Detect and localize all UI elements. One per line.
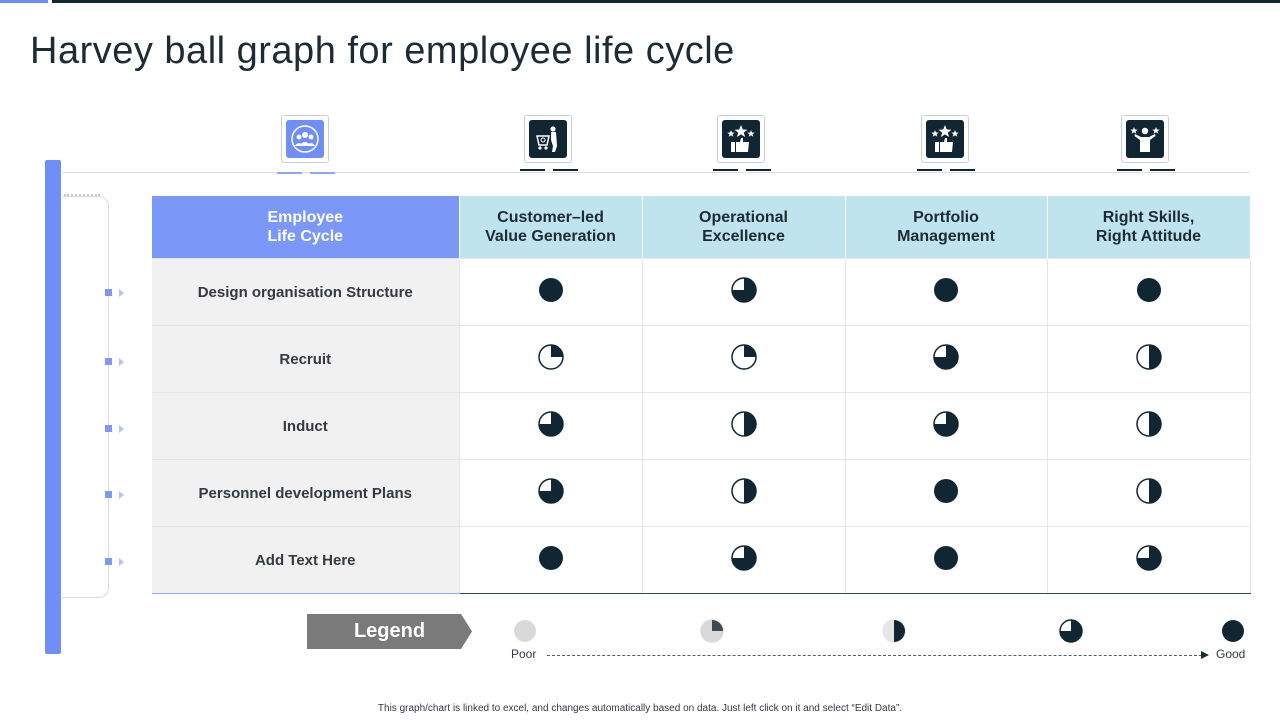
left-accent-bar — [45, 160, 61, 654]
harvey-ball — [731, 344, 757, 370]
person-stars-icon — [1121, 115, 1169, 163]
row-label: Design organisation Structure — [152, 259, 459, 326]
column-header-line-1: Portfolio — [913, 209, 979, 226]
legend-ball — [700, 619, 724, 648]
corner-header-line-2: Life Cycle — [267, 228, 344, 245]
legend-ball — [513, 619, 537, 648]
table-cell — [845, 460, 1047, 527]
harvey-ball — [1136, 545, 1162, 571]
column-header-line-1: Right Skills, — [1102, 209, 1195, 226]
table-cell — [642, 460, 845, 527]
harvey-ball — [1136, 277, 1162, 303]
row-label: Add Text Here — [152, 527, 459, 594]
stars-thumbs-up-icon — [717, 115, 765, 163]
table-cell — [845, 527, 1047, 594]
top-divider-bar — [52, 0, 1280, 3]
icon-underline — [917, 169, 942, 171]
harvey-ball — [1136, 344, 1162, 370]
harvey-ball — [933, 344, 959, 370]
table-cell — [642, 393, 845, 460]
table-cell — [459, 527, 642, 594]
table-cell — [1047, 326, 1250, 393]
stars-thumbs-up-icon — [921, 115, 969, 163]
legend-label: Legend — [353, 620, 426, 642]
harvey-ball — [1136, 411, 1162, 437]
column-header — [1047, 196, 1250, 259]
legend-tag — [307, 614, 472, 649]
legend-good-label: Good — [1216, 647, 1246, 661]
row-marker — [105, 288, 129, 298]
row-marker — [105, 490, 129, 500]
page-title: Harvey ball graph for employee life cycle — [30, 30, 735, 72]
column-header-line-1: Operational — [699, 209, 788, 226]
table-cell — [845, 393, 1047, 460]
table-row — [152, 393, 1250, 460]
icon-underline — [520, 169, 545, 171]
row-label: Personnel development Plans — [152, 460, 459, 527]
harvey-ball — [731, 545, 757, 571]
column-header — [845, 196, 1047, 259]
legend-ball — [1221, 619, 1245, 648]
column-header-line-2: Management — [897, 228, 995, 245]
table-row — [152, 460, 1250, 527]
corner-header — [152, 196, 459, 259]
table-cell — [1047, 259, 1250, 326]
table-cell — [1047, 393, 1250, 460]
column-header-line-2: Value Generation — [485, 228, 616, 245]
corner-header-line-1: Employee — [267, 209, 344, 226]
top-accent-bar — [0, 0, 48, 3]
harvey-ball — [933, 545, 959, 571]
harvey-ball — [538, 277, 564, 303]
table-cell — [459, 259, 642, 326]
icon-underline — [1117, 169, 1142, 171]
legend-poor-label: Poor — [511, 647, 537, 661]
harvey-ball — [538, 478, 564, 504]
harvey-ball — [933, 277, 959, 303]
legend-scale-line — [547, 655, 1202, 656]
icon-underline — [950, 169, 975, 171]
harvey-ball — [731, 277, 757, 303]
row-marker — [105, 357, 129, 367]
harvey-ball — [538, 411, 564, 437]
harvey-ball — [1136, 478, 1162, 504]
column-header-line-1: Customer–led — [497, 209, 604, 226]
table-cell — [642, 326, 845, 393]
icon-underline — [553, 169, 578, 171]
table-cell — [642, 259, 845, 326]
legend-scale-arrowhead — [1201, 651, 1209, 659]
table-cell — [845, 326, 1047, 393]
table-cell — [1047, 460, 1250, 527]
table-cell — [459, 393, 642, 460]
icon-underline — [277, 172, 302, 174]
column-header-line-2: Excellence — [702, 228, 785, 245]
legend-ball — [882, 619, 906, 648]
header-divider — [62, 172, 1250, 173]
bracket-dotted-edge — [64, 194, 100, 196]
footnote: This graph/chart is linked to excel, and changes automatically based on data. Just left click on it and select “Edit Data”. — [377, 703, 903, 714]
team-group-icon — [281, 115, 329, 163]
harvey-ball-table — [152, 196, 1251, 594]
harvey-ball — [538, 344, 564, 370]
icon-underline — [1150, 169, 1175, 171]
table-cell — [459, 326, 642, 393]
table-row — [152, 326, 1250, 393]
row-marker — [105, 424, 129, 434]
table-row — [152, 527, 1250, 594]
row-label: Recruit — [152, 326, 459, 393]
harvey-ball — [538, 545, 564, 571]
harvey-ball — [731, 411, 757, 437]
table-header-row — [152, 196, 1250, 259]
legend-ball — [1059, 619, 1083, 648]
icon-underline — [310, 172, 335, 174]
icon-underline — [713, 169, 738, 171]
harvey-ball — [933, 411, 959, 437]
table-cell — [642, 527, 845, 594]
table-cell — [845, 259, 1047, 326]
table-cell — [1047, 527, 1250, 594]
harvey-ball — [731, 478, 757, 504]
column-header — [642, 196, 845, 259]
row-bracket — [62, 196, 109, 598]
column-header — [459, 196, 642, 259]
column-header-line-2: Right Attitude — [1095, 228, 1202, 245]
shopping-cart-person-icon — [524, 115, 572, 163]
table-cell — [459, 460, 642, 527]
row-label: Induct — [152, 393, 459, 460]
icon-underline — [746, 169, 771, 171]
row-marker — [105, 557, 129, 567]
table-row — [152, 259, 1250, 326]
harvey-ball — [933, 478, 959, 504]
